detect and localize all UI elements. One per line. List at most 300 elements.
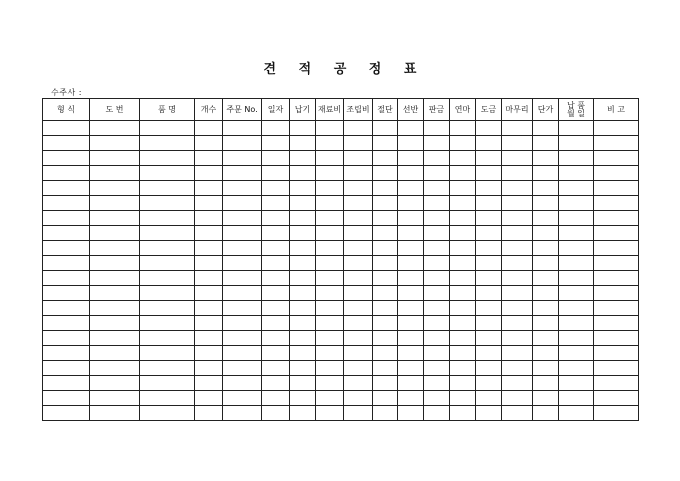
header-sheet-metal: 판금 (424, 99, 450, 121)
table-cell (559, 361, 594, 376)
table-cell (90, 301, 140, 316)
table-cell (476, 136, 502, 151)
table-cell (533, 136, 559, 151)
table-cell (398, 256, 424, 271)
table-cell (316, 226, 344, 241)
table-cell (373, 391, 398, 406)
table-cell (223, 301, 262, 316)
table-cell (290, 301, 316, 316)
table-cell (316, 211, 344, 226)
table-cell (262, 256, 290, 271)
header-remarks: 비 고 (594, 99, 639, 121)
table-cell (450, 391, 476, 406)
table-cell (373, 286, 398, 301)
table-cell (476, 376, 502, 391)
table-cell (223, 121, 262, 136)
table-cell (450, 136, 476, 151)
table-cell (195, 151, 223, 166)
table-row (43, 196, 639, 211)
table-cell (502, 316, 533, 331)
table-cell (476, 241, 502, 256)
table-cell (140, 271, 195, 286)
page-title: 견 적 공 정 표 (263, 62, 426, 77)
table-cell (502, 256, 533, 271)
table-cell (290, 241, 316, 256)
table-cell (140, 301, 195, 316)
table-cell (373, 316, 398, 331)
table-cell (398, 376, 424, 391)
table-cell (559, 301, 594, 316)
table-cell (43, 406, 90, 421)
table-cell (43, 391, 90, 406)
table-cell (140, 316, 195, 331)
table-cell (90, 121, 140, 136)
table-cell (290, 391, 316, 406)
table-cell (90, 196, 140, 211)
table-cell (559, 391, 594, 406)
table-cell (450, 271, 476, 286)
table-cell (424, 271, 450, 286)
table-cell (502, 196, 533, 211)
table-cell (559, 166, 594, 181)
table-cell (476, 166, 502, 181)
table-cell (533, 256, 559, 271)
table-cell (533, 316, 559, 331)
table-cell (424, 241, 450, 256)
table-cell (450, 226, 476, 241)
table-cell (424, 181, 450, 196)
table-cell (476, 301, 502, 316)
table-row (43, 376, 639, 391)
table-cell (262, 376, 290, 391)
table-cell (140, 211, 195, 226)
table-cell (43, 256, 90, 271)
table-cell (594, 346, 639, 361)
header-order-no: 주문 No. (223, 99, 262, 121)
table-cell (476, 226, 502, 241)
table-cell (344, 121, 373, 136)
table-cell (559, 226, 594, 241)
table-cell (262, 136, 290, 151)
table-cell (476, 181, 502, 196)
table-cell (476, 211, 502, 226)
table-cell (476, 331, 502, 346)
table-cell (262, 331, 290, 346)
table-cell (424, 196, 450, 211)
table-cell (450, 121, 476, 136)
table-row (43, 301, 639, 316)
table-cell (559, 346, 594, 361)
table-row (43, 166, 639, 181)
table-cell (502, 136, 533, 151)
table-cell (195, 256, 223, 271)
table-cell (262, 316, 290, 331)
table-cell (223, 331, 262, 346)
table-cell (476, 121, 502, 136)
table-cell (559, 286, 594, 301)
table-cell (43, 121, 90, 136)
table-row (43, 181, 639, 196)
table-cell (43, 376, 90, 391)
table-cell (502, 241, 533, 256)
header-painting: 도금 (476, 99, 502, 121)
table-cell (140, 196, 195, 211)
table-cell (290, 286, 316, 301)
table-cell (398, 331, 424, 346)
header-cutting: 절단 (373, 99, 398, 121)
table-cell (43, 166, 90, 181)
table-cell (290, 361, 316, 376)
table-cell (594, 361, 639, 376)
table-cell (344, 301, 373, 316)
table-cell (533, 391, 559, 406)
table-cell (316, 181, 344, 196)
table-cell (90, 406, 140, 421)
table-cell (373, 256, 398, 271)
table-cell (195, 166, 223, 181)
table-cell (316, 301, 344, 316)
table-cell (373, 196, 398, 211)
table-cell (316, 136, 344, 151)
table-cell (90, 376, 140, 391)
table-cell (344, 166, 373, 181)
table-cell (43, 136, 90, 151)
table-cell (533, 301, 559, 316)
table-cell (533, 406, 559, 421)
table-cell (90, 316, 140, 331)
table-cell (316, 316, 344, 331)
table-cell (594, 211, 639, 226)
table-cell (223, 406, 262, 421)
table-cell (195, 346, 223, 361)
table-cell (316, 241, 344, 256)
table-cell (533, 181, 559, 196)
table-cell (43, 271, 90, 286)
table-cell (533, 226, 559, 241)
table-cell (594, 286, 639, 301)
table-cell (476, 361, 502, 376)
table-cell (559, 181, 594, 196)
table-cell (398, 136, 424, 151)
table-cell (450, 301, 476, 316)
table-cell (502, 121, 533, 136)
table-cell (223, 271, 262, 286)
table-cell (594, 166, 639, 181)
table-cell (398, 196, 424, 211)
table-cell (502, 376, 533, 391)
table-row (43, 316, 639, 331)
table-cell (476, 316, 502, 331)
table-cell (373, 346, 398, 361)
table-cell (43, 346, 90, 361)
header-grinding: 연마 (450, 99, 476, 121)
table-cell (195, 316, 223, 331)
table-cell (373, 181, 398, 196)
table-cell (450, 406, 476, 421)
table-cell (398, 271, 424, 286)
table-cell (223, 196, 262, 211)
table-cell (398, 391, 424, 406)
table-cell (344, 211, 373, 226)
table-cell (195, 211, 223, 226)
table-cell (559, 376, 594, 391)
table-cell (195, 241, 223, 256)
table-cell (195, 406, 223, 421)
table-cell (43, 241, 90, 256)
table-cell (502, 301, 533, 316)
table-cell (533, 166, 559, 181)
table-cell (424, 301, 450, 316)
table-cell (533, 346, 559, 361)
table-cell (140, 226, 195, 241)
table-cell (223, 151, 262, 166)
table-cell (594, 196, 639, 211)
table-cell (344, 391, 373, 406)
table-cell (344, 226, 373, 241)
table-cell (195, 286, 223, 301)
table-cell (559, 331, 594, 346)
table-cell (398, 181, 424, 196)
table-cell (316, 166, 344, 181)
table-cell (223, 286, 262, 301)
table-cell (398, 316, 424, 331)
table-cell (373, 271, 398, 286)
table-cell (290, 211, 316, 226)
table-cell (90, 286, 140, 301)
table-cell (344, 241, 373, 256)
table-cell (223, 166, 262, 181)
table-cell (502, 331, 533, 346)
table-cell (290, 376, 316, 391)
header-delivery-date-bottom: 월 일 (567, 108, 585, 118)
table-cell (43, 316, 90, 331)
table-cell (373, 226, 398, 241)
table-cell (502, 151, 533, 166)
table-cell (533, 271, 559, 286)
table-cell (90, 181, 140, 196)
table-cell (450, 286, 476, 301)
table-cell (424, 226, 450, 241)
table-cell (290, 316, 316, 331)
table-cell (223, 316, 262, 331)
table-cell (502, 211, 533, 226)
table-cell (316, 121, 344, 136)
table-cell (140, 256, 195, 271)
table-cell (262, 196, 290, 211)
table-cell (262, 241, 290, 256)
table-cell (140, 166, 195, 181)
table-cell (398, 301, 424, 316)
table-cell (373, 136, 398, 151)
table-cell (43, 331, 90, 346)
table-cell (223, 241, 262, 256)
table-cell (344, 271, 373, 286)
table-cell (43, 301, 90, 316)
table-cell (594, 391, 639, 406)
table-cell (195, 136, 223, 151)
table-cell (424, 361, 450, 376)
table-cell (344, 181, 373, 196)
table-cell (424, 136, 450, 151)
table-cell (533, 196, 559, 211)
table-row (43, 151, 639, 166)
table-cell (262, 346, 290, 361)
table-cell (195, 271, 223, 286)
table-cell (502, 406, 533, 421)
table-cell (373, 151, 398, 166)
table-cell (316, 196, 344, 211)
table-cell (424, 391, 450, 406)
table-cell (223, 211, 262, 226)
table-row (43, 211, 639, 226)
table-cell (316, 256, 344, 271)
table-cell (424, 286, 450, 301)
table-cell (450, 346, 476, 361)
table-cell (450, 331, 476, 346)
table-cell (316, 331, 344, 346)
table-cell (398, 151, 424, 166)
header-finishing: 마무리 (502, 99, 533, 121)
table-cell (195, 301, 223, 316)
table-cell (43, 286, 90, 301)
table-cell (140, 121, 195, 136)
table-cell (502, 346, 533, 361)
table-cell (450, 361, 476, 376)
table-cell (43, 181, 90, 196)
table-cell (344, 406, 373, 421)
header-lathe: 선반 (398, 99, 424, 121)
table-cell (424, 151, 450, 166)
table-cell (398, 286, 424, 301)
table-cell (140, 376, 195, 391)
table-cell (90, 391, 140, 406)
table-cell (373, 406, 398, 421)
table-cell (262, 391, 290, 406)
table-cell (290, 151, 316, 166)
table-cell (223, 181, 262, 196)
table-cell (594, 331, 639, 346)
table-cell (373, 241, 398, 256)
table-cell (140, 181, 195, 196)
table-cell (450, 166, 476, 181)
table-cell (424, 211, 450, 226)
table-cell (533, 241, 559, 256)
table-cell (594, 136, 639, 151)
table-cell (90, 331, 140, 346)
table-cell (316, 406, 344, 421)
table-cell (316, 346, 344, 361)
table-cell (195, 376, 223, 391)
table-cell (290, 346, 316, 361)
table-cell (594, 406, 639, 421)
header-date: 일자 (262, 99, 290, 121)
table-cell (476, 271, 502, 286)
table-cell (398, 166, 424, 181)
header-delivery-date-top: 납 품 (567, 100, 585, 110)
table-cell (594, 316, 639, 331)
table-cell (476, 196, 502, 211)
table-row (43, 286, 639, 301)
table-cell (140, 346, 195, 361)
table-cell (559, 256, 594, 271)
table-cell (424, 256, 450, 271)
table-cell (140, 151, 195, 166)
table-cell (594, 151, 639, 166)
table-cell (450, 196, 476, 211)
table-cell (262, 181, 290, 196)
table-cell (316, 376, 344, 391)
header-delivery-date (559, 99, 594, 121)
table-cell (373, 301, 398, 316)
table-cell (450, 181, 476, 196)
table-cell (373, 121, 398, 136)
table-cell (559, 316, 594, 331)
table-cell (195, 181, 223, 196)
table-cell (398, 226, 424, 241)
table-cell (290, 166, 316, 181)
table-cell (290, 226, 316, 241)
table-cell (424, 376, 450, 391)
table-cell (344, 151, 373, 166)
table-cell (90, 211, 140, 226)
header-qty: 개수 (195, 99, 223, 121)
table-cell (373, 166, 398, 181)
table-cell (90, 346, 140, 361)
table-cell (195, 331, 223, 346)
table-cell (533, 151, 559, 166)
table-cell (223, 361, 262, 376)
table-row (43, 226, 639, 241)
table-cell (43, 226, 90, 241)
table-cell (290, 331, 316, 346)
header-assembly-cost: 조립비 (344, 99, 373, 121)
table-cell (344, 196, 373, 211)
table-cell (140, 406, 195, 421)
table-cell (594, 271, 639, 286)
table-cell (559, 196, 594, 211)
table-cell (262, 151, 290, 166)
table-row (43, 121, 639, 136)
table-cell (140, 331, 195, 346)
table-row (43, 241, 639, 256)
table-cell (90, 361, 140, 376)
table-cell (559, 136, 594, 151)
table-cell (140, 241, 195, 256)
table-cell (476, 256, 502, 271)
table-cell (140, 391, 195, 406)
table-cell (476, 391, 502, 406)
table-cell (424, 406, 450, 421)
table-cell (398, 241, 424, 256)
table-cell (223, 226, 262, 241)
table-cell (424, 346, 450, 361)
table-cell (316, 361, 344, 376)
table-cell (502, 181, 533, 196)
table-cell (533, 331, 559, 346)
table-cell (476, 286, 502, 301)
table-cell (424, 166, 450, 181)
table-cell (594, 256, 639, 271)
table-cell (90, 241, 140, 256)
table-cell (316, 286, 344, 301)
table-cell (476, 151, 502, 166)
table-cell (373, 361, 398, 376)
table-row (43, 331, 639, 346)
header-type: 형 식 (43, 99, 90, 121)
table-cell (373, 331, 398, 346)
table-cell (398, 361, 424, 376)
table-cell (90, 136, 140, 151)
